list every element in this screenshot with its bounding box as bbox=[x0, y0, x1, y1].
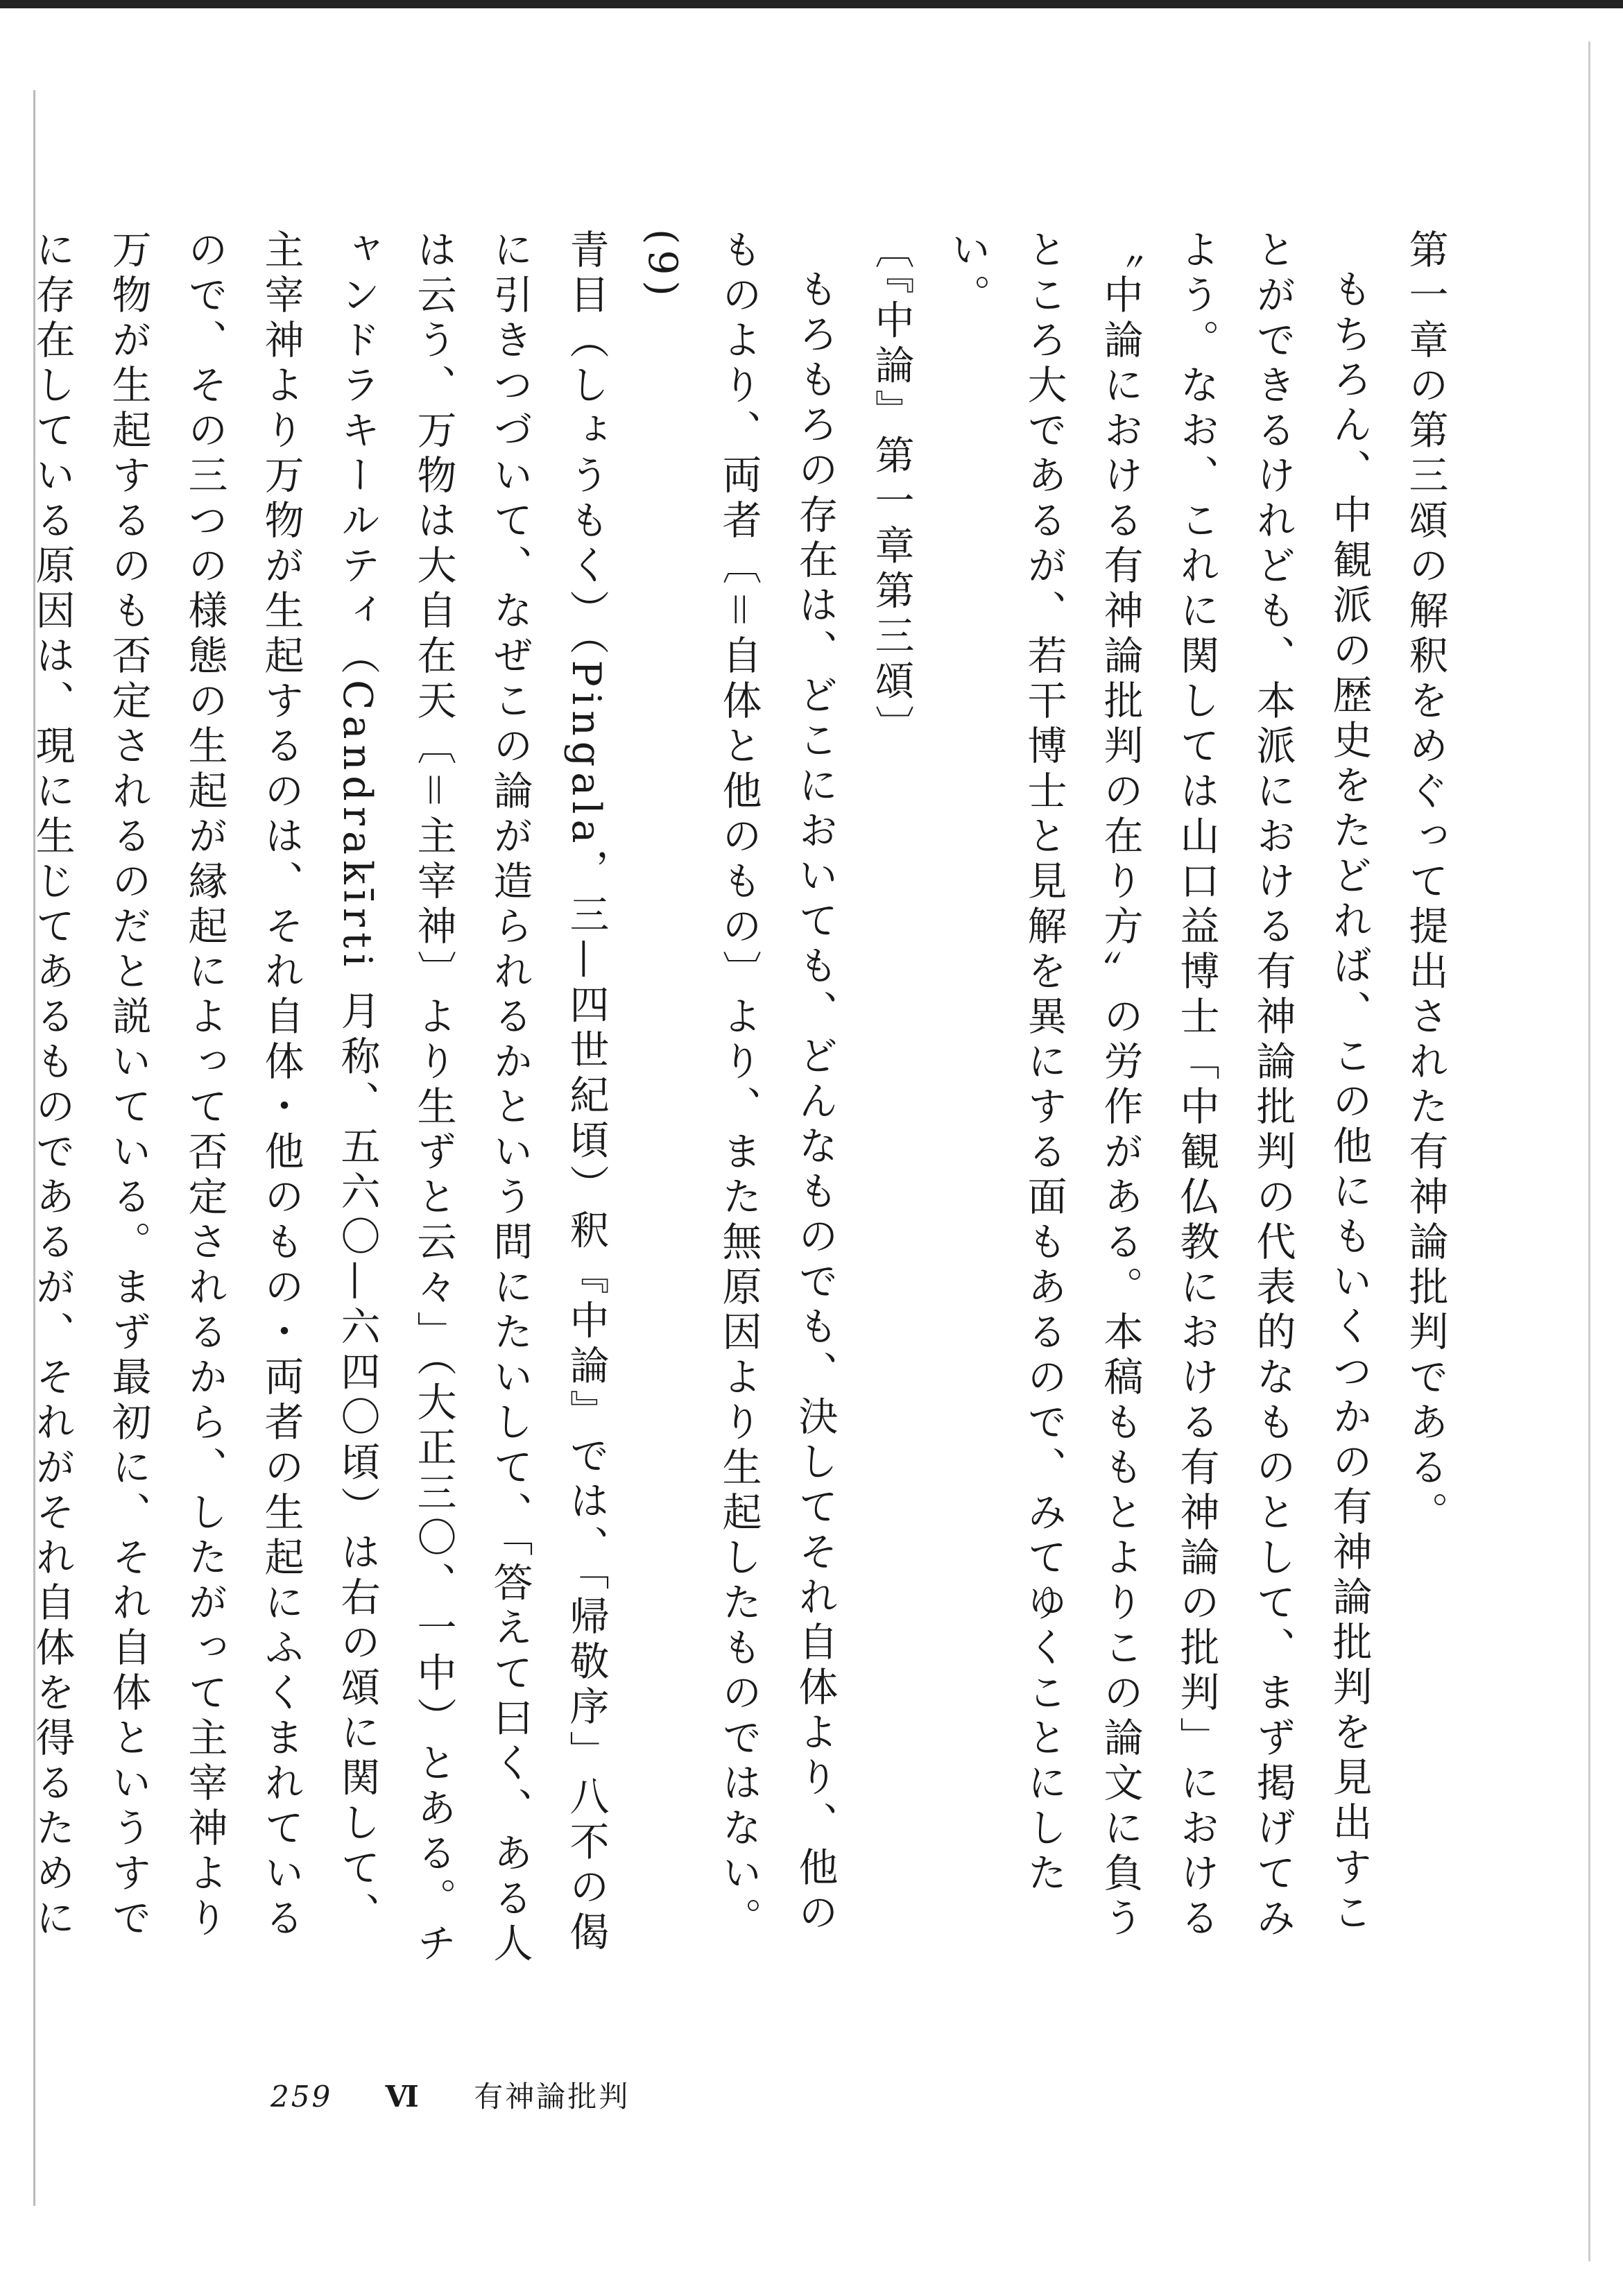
chapter-title: 有神論批判 bbox=[474, 2080, 630, 2114]
paragraph-history: もちろん、中観派の歴史をたどれば、この他にもいくつかの有神論批判を見出すことができるけれども、本派における有神論批判の代表的なものとして、まず掲げてみよう。なお、これに関しては山口益博士「中観仏教における有神論の批判」における〝中論における有神論批判の在り方〟の労作がある。本稿ももとよりこの論文に負うところ大であるが、若干博士と見解を異にする面もあるので、みてゆくことにしたい。 bbox=[945, 229, 1372, 1942]
paragraph-commentary: 青目（しょうもく）（Pingala，三—四世紀頃）釈『中論』では、「帰敬序」八不の偈に引きつづいて、なぜこの論が造られるかという問にたいして、「答えて曰く、ある人は云う、万物は大自在天〔＝主宰神〕より生ずと云々」（大正三〇、一中）とある。チャンドラキールティ（Candrakīrti 月称、五六〇—六四〇頃）は右の頌に関して、主宰神より万物が生起するのは、それ自体・他のもの・両者の生起にふくまれているので、その三つの様態の生起が縁起によって否定されるから、したがって主宰神より万物が生起するのも否定されるのだと説いている。まず最初に、それ自体というすでに存在している原因は、現に生じてあるものであるが、それがそれ自体を得るために bbox=[29, 229, 609, 1968]
section-heading: 〔『中論』第一章第三頌〕 bbox=[868, 229, 914, 751]
vertical-text-body bbox=[29, 229, 1463, 1977]
page-number: 259 bbox=[270, 2080, 333, 2114]
top-border-rule bbox=[0, 0, 1623, 8]
chapter-number: Ⅵ bbox=[385, 2080, 421, 2114]
paragraph-continuation: 第一章の第三頌の解釈をめぐって提出された有神論批判である。 bbox=[1402, 229, 1448, 1536]
paragraph-verse: もろもろの存在は、どこにおいても、どんなものでも、決してそれ自体より、他のものより、両者〔＝自体と他のもの〕より、また無原因より生起したものではない。(9) bbox=[639, 229, 838, 1942]
right-margin-rule bbox=[1588, 42, 1590, 2261]
page-footer bbox=[270, 2074, 671, 2116]
